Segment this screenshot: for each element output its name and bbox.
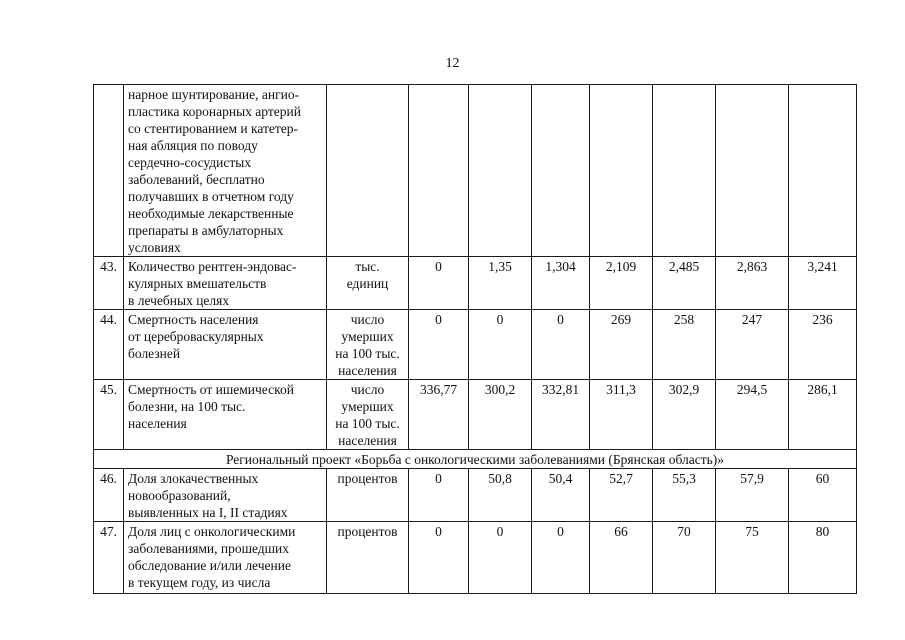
indicator-name-line: Смертность от ишемической <box>128 382 294 397</box>
indicator-name-cell <box>124 257 327 310</box>
indicator-name-line: заболеваниями, прошедших <box>128 541 290 556</box>
indicator-name-cell <box>124 310 327 380</box>
indicator-name-line: от цереброваскулярных <box>128 329 264 344</box>
value-cell: 300,2 <box>469 380 532 450</box>
unit-line: число <box>350 312 385 327</box>
value-cell: 236 <box>789 310 857 380</box>
indicator-name-line: болезни, на 100 тыс. <box>128 399 246 414</box>
indicator-name-cell <box>124 85 327 257</box>
unit-cell <box>327 257 409 310</box>
value-cell: 3,241 <box>789 257 857 310</box>
row-number-cell: 47. <box>94 522 124 594</box>
indicator-name-line: необходимые лекарственные <box>128 206 294 221</box>
unit-cell <box>327 310 409 380</box>
value-cell: 0 <box>409 257 469 310</box>
value-cell: 258 <box>653 310 716 380</box>
unit-cell <box>327 85 409 257</box>
indicator-name-line: получавших в отчетном году <box>128 189 294 204</box>
value-cell: 0 <box>409 469 469 522</box>
row-number-cell: 43. <box>94 257 124 310</box>
unit-line: населения <box>338 433 397 448</box>
indicator-name-line: сердечно-сосудистых <box>128 155 252 170</box>
page-number: 12 <box>445 56 460 71</box>
value-cell: 52,7 <box>590 469 653 522</box>
section-header-row <box>94 450 857 469</box>
indicator-name-line: в лечебных целях <box>128 293 230 308</box>
value-cell: 0 <box>409 522 469 594</box>
value-cell: 0 <box>532 522 590 594</box>
value-cell: 57,9 <box>716 469 789 522</box>
value-cell: 66 <box>590 522 653 594</box>
unit-line: умерших <box>341 329 394 344</box>
value-cell: 0 <box>532 310 590 380</box>
unit-cell <box>327 380 409 450</box>
unit-line: умерших <box>341 399 394 414</box>
unit-cell <box>327 522 409 594</box>
value-cell <box>789 85 857 257</box>
indicator-name-line: Доля лиц с онкологическими <box>128 524 296 539</box>
row-number-cell <box>94 85 124 257</box>
value-cell <box>716 85 789 257</box>
row-number-cell: 45. <box>94 380 124 450</box>
value-cell: 294,5 <box>716 380 789 450</box>
value-cell <box>590 85 653 257</box>
value-cell: 311,3 <box>590 380 653 450</box>
value-cell: 1,304 <box>532 257 590 310</box>
value-cell: 50,4 <box>532 469 590 522</box>
value-cell: 0 <box>409 310 469 380</box>
table-row <box>94 257 857 310</box>
value-cell: 286,1 <box>789 380 857 450</box>
indicator-table <box>93 84 857 594</box>
value-cell: 50,8 <box>469 469 532 522</box>
table-row <box>94 85 857 257</box>
unit-line: на 100 тыс. <box>335 346 400 361</box>
table-row <box>94 310 857 380</box>
indicator-name-line: кулярных вмешательств <box>128 276 267 291</box>
unit-line: процентов <box>337 524 398 539</box>
indicator-name-line: населения <box>128 416 187 431</box>
indicator-name-cell <box>124 522 327 594</box>
unit-line: число <box>350 382 385 397</box>
indicator-name-line: условиях <box>128 240 181 255</box>
indicator-name-line: болезней <box>128 346 181 361</box>
value-cell: 70 <box>653 522 716 594</box>
unit-line: единиц <box>346 276 389 291</box>
value-cell: 247 <box>716 310 789 380</box>
table-row <box>94 522 857 594</box>
indicator-name-line: новообразований, <box>128 488 231 503</box>
indicator-name-line: выявленных на I, II стадиях <box>128 505 288 520</box>
value-cell: 55,3 <box>653 469 716 522</box>
value-cell: 332,81 <box>532 380 590 450</box>
value-cell <box>469 85 532 257</box>
indicator-name-line: препараты в амбулаторных <box>128 223 284 238</box>
value-cell: 60 <box>789 469 857 522</box>
value-cell: 336,77 <box>409 380 469 450</box>
value-cell: 80 <box>789 522 857 594</box>
indicator-name-line: заболеваний, бесплатно <box>128 172 265 187</box>
value-cell: 75 <box>716 522 789 594</box>
value-cell: 2,109 <box>590 257 653 310</box>
value-cell: 2,863 <box>716 257 789 310</box>
indicator-name-line: нарное шунтирование, ангио- <box>128 87 300 102</box>
unit-line: на 100 тыс. <box>335 416 400 431</box>
table-row <box>94 380 857 450</box>
value-cell: 269 <box>590 310 653 380</box>
value-cell: 2,485 <box>653 257 716 310</box>
indicator-name-line: в текущем году, из числа <box>128 575 271 590</box>
value-cell: 302,9 <box>653 380 716 450</box>
table-row <box>94 469 857 522</box>
indicator-name-line: Доля злокачественных <box>128 471 259 486</box>
indicator-name-line: Количество рентген-эндовас- <box>128 259 297 274</box>
unit-cell <box>327 469 409 522</box>
value-cell: 0 <box>469 310 532 380</box>
indicator-name-line: со стентированием и катетер- <box>128 121 299 136</box>
row-number-cell: 44. <box>94 310 124 380</box>
indicator-name-line: ная абляция по поводу <box>128 138 258 153</box>
unit-line: населения <box>338 363 397 378</box>
value-cell: 1,35 <box>469 257 532 310</box>
value-cell: 0 <box>469 522 532 594</box>
section-title: Региональный проект «Борьба с онкологическими заболеваниями (Брянская область)» <box>94 450 857 469</box>
row-number-cell: 46. <box>94 469 124 522</box>
value-cell <box>653 85 716 257</box>
indicator-name-line: обследование и/или лечение <box>128 558 291 573</box>
indicator-name-cell <box>124 380 327 450</box>
indicator-name-line: Смертность населения <box>128 312 259 327</box>
value-cell <box>409 85 469 257</box>
indicator-name-line: пластика коронарных артерий <box>128 104 301 119</box>
indicator-name-cell <box>124 469 327 522</box>
unit-line: тыс. <box>355 259 380 274</box>
unit-line: процентов <box>337 471 398 486</box>
value-cell <box>532 85 590 257</box>
